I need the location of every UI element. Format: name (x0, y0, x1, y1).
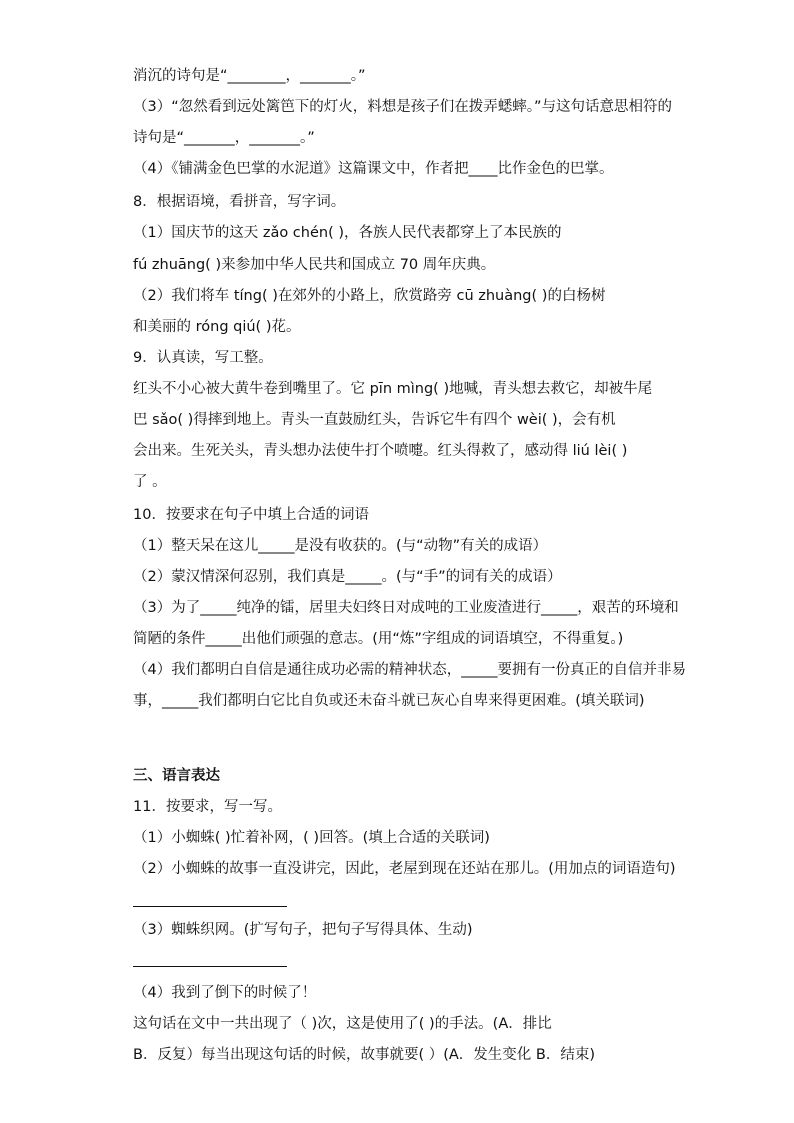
q11-3-line: （3）蜘蛛织网。(扩写句子，把句子写得具体、生动) (133, 922, 473, 938)
q9-passage-line-1: 红头不小心被大黄牛卷到嘴里了。它 pīn mìng( )地喊，青头想去救它，却被牛尾 (133, 381, 653, 397)
q10-2-line: （2）蒙汉情深何忍别，我们真是_____。(与“手”的词有关的成语） (133, 569, 562, 585)
q10-heading: 10．按要求在句子中填上合适的词语 (133, 507, 369, 523)
q10-3-line-a: （3）为了_____纯净的镭，居里夫妇终日对成吨的工业废渣进行_____，艰苦的环境和 (133, 600, 679, 616)
q11-4-question-line-a: 这句话在文中一共出现了（ )次，这是使用了( )的手法。(A．排比 (133, 1016, 552, 1032)
q10-3-line-b: 简陋的条件_____出他们顽强的意志。(用“炼”字组成的词语填空，不得重复。) (133, 631, 624, 647)
q9-passage-line-2: 巴 sǎo( )得摔到地上。青头一直鼓励红头，告诉它牛有四个 wèi( )，会有机 (133, 412, 616, 428)
q11-2-line: （2）小蜘蛛的故事一直没讲完，因此，老屋到现在还站在那儿。(用加点的词语造句) (133, 861, 676, 877)
q8-heading: 8．根据语境，看拼音，写字词。 (133, 194, 346, 210)
q9-passage-line-3: 会出来。生死关头，青头想办法使牛打个喷嚏。红头得救了，感动得 liú lèi( ) (133, 443, 628, 459)
q11-1-line: （1）小蜘蛛( )忙着补网，( )回答。(填上合适的关联词) (133, 830, 490, 846)
q11-heading: 11．按要求，写一写。 (133, 799, 282, 815)
q11-4-line: （4）我到了倒下的时候了！ (133, 985, 317, 1001)
q8-2-line-b: 和美丽的 róng qiú( )花。 (133, 319, 301, 335)
q8-1-line-a: （1）国庆节的这天 zǎo chén( )，各族人民代表都穿上了本民族的 (133, 225, 562, 241)
q11-2-answer-line[interactable] (133, 906, 287, 907)
q8-1-line-b: fú zhuāng( )来参加中华人民共和国成立 70 周年庆典。 (133, 257, 496, 273)
q10-4-line-a: （4）我们都明白自信是通往成功必需的精神状态，_____要拥有一份真正的自信并非易 (133, 662, 686, 678)
q8-2-line-a: （2）我们将车 tíng( )在郊外的小路上，欣赏路旁 cū zhuàng( )的白杨树 (133, 288, 606, 304)
q7-line-a: 消沉的诗句是“________，_______。” (133, 68, 366, 84)
q11-4-question-line-b: B．反复）每当出现这句话的时候，故事就要( ）(A．发生变化 B．结束) (133, 1047, 596, 1063)
q10-1-line: （1）整天呆在这儿_____是没有收获的。(与“动物”有关的成语） (133, 538, 548, 554)
q7-3-line-a: （3）“忽然看到远处篱笆下的灯火，料想是孩子们在拨弄蟋蟀。”与这句话意思相符的 (133, 99, 672, 115)
q9-passage-line-4: 了 。 (133, 474, 167, 490)
q9-heading: 9．认真读，写工整。 (133, 350, 273, 366)
q10-4-line-b: 事，_____我们都明白它比自负或还未奋斗就已灰心自卑来得更困难。(填关联词) (133, 693, 645, 709)
section-3-heading: 三、语言表达 (133, 768, 220, 784)
q7-3-line-b: 诗句是“_______，_______。” (133, 130, 315, 146)
q11-3-answer-line[interactable] (133, 966, 287, 967)
q7-4-line: （4）《铺满金色巴掌的水泥道》这篇课文中，作者把____比作金色的巴掌。 (133, 161, 614, 177)
